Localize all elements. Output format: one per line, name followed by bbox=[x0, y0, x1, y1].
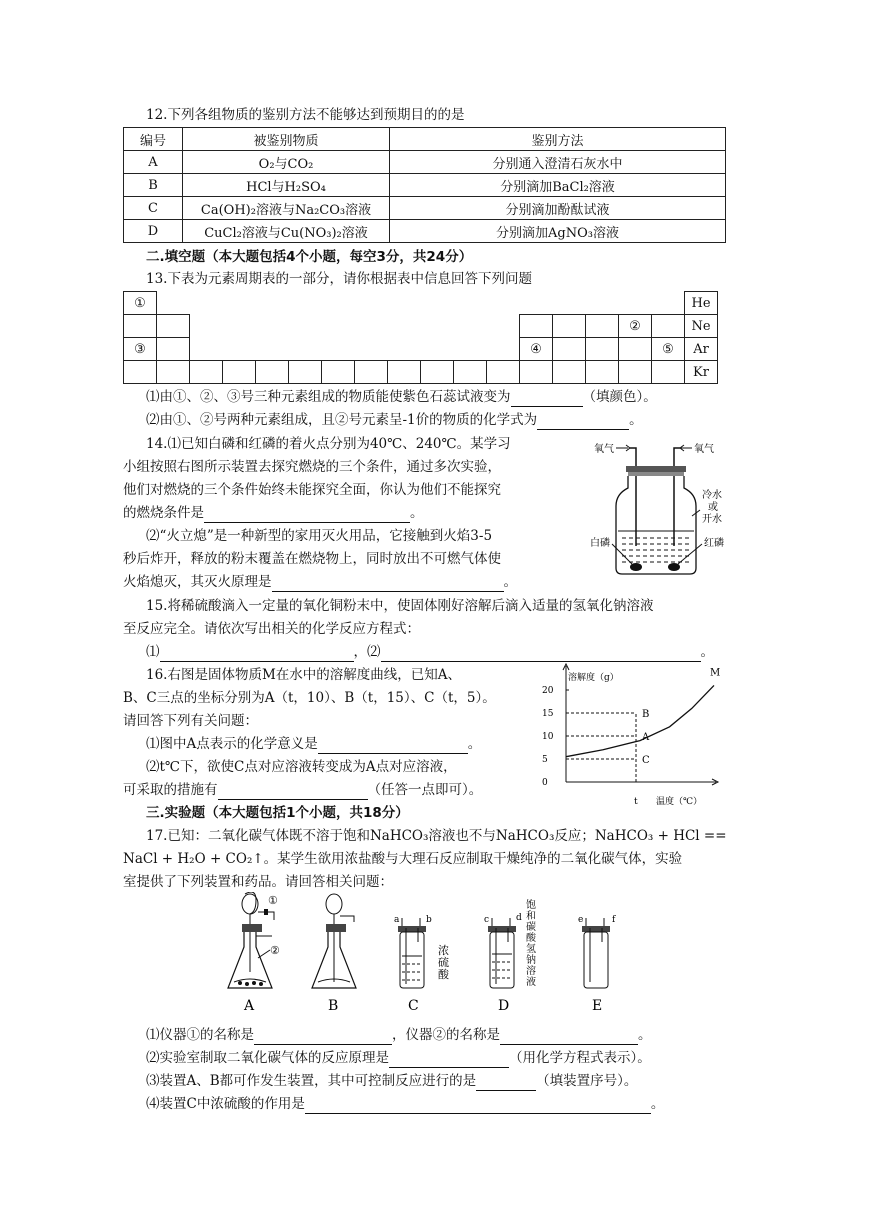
answer-blank[interactable] bbox=[272, 577, 504, 592]
q16-prompt: ⑴图中A点表示的化学意义是 bbox=[146, 736, 318, 752]
label-c2: ② bbox=[270, 944, 280, 957]
label-a: a bbox=[394, 915, 400, 925]
table-cell: 分别滴加BaCl₂溶液 bbox=[390, 174, 726, 197]
element-cell bbox=[619, 361, 652, 384]
table-cell: CuCl₂溶液与Cu(NO₃)₂溶液 bbox=[183, 220, 390, 243]
y-tick-label: 15 bbox=[542, 709, 554, 719]
apparatus-label-b: B bbox=[328, 998, 339, 1014]
element-cell: ④ bbox=[520, 338, 553, 361]
q13-part2-text: ⑵由①、②号两种元素组成，且②号元素呈-1价的物质的化学式为 bbox=[146, 412, 538, 428]
element-cell bbox=[256, 361, 289, 384]
q17-part1 bbox=[146, 1025, 652, 1045]
element-cell bbox=[190, 361, 223, 384]
element-cell bbox=[586, 315, 619, 338]
answer-blank[interactable] bbox=[511, 392, 583, 407]
q15-end: 。 bbox=[700, 644, 714, 660]
y-tick-label: 5 bbox=[542, 755, 548, 765]
label-b: b bbox=[426, 915, 432, 925]
q14-line: ⑵“火立熄”是一种新型的家用灭火用品，它接触到火焰3-5 bbox=[146, 528, 493, 544]
q14-line: 他们对燃烧的三个条件始终未能探究全面，你认为他们不能探究 bbox=[123, 482, 501, 498]
q15-num2: ，⑵ bbox=[353, 644, 381, 660]
q16-prompt: 可采取的措施有 bbox=[123, 782, 218, 798]
q17-end: （填装置序号）。 bbox=[536, 1073, 638, 1089]
x-tick-label: t bbox=[634, 797, 638, 807]
q16-end: 。 bbox=[467, 736, 482, 752]
table-header-row bbox=[124, 128, 726, 151]
y-tick-label: 10 bbox=[542, 732, 554, 742]
answer-blank[interactable] bbox=[318, 739, 468, 754]
cold-water-label: 冷水 bbox=[702, 490, 722, 501]
answer-blank[interactable] bbox=[218, 785, 368, 800]
q16-part1 bbox=[146, 734, 481, 754]
or-label: 或 bbox=[708, 502, 718, 513]
q14-line: 秒后炸开，释放的粉末覆盖在燃烧物上，同时放出不可燃气体使 bbox=[123, 551, 501, 567]
element-cell bbox=[355, 361, 388, 384]
q13-part1-text: ⑴由①、②、③号三种元素组成的物质能使紫色石蕊试液变为 bbox=[146, 389, 511, 405]
element-cell bbox=[520, 315, 553, 338]
sat-label-7: 溶 bbox=[526, 966, 536, 977]
q16-part2: ⑵t℃下，欲使C点对应溶液转变成为A点对应溶液， bbox=[146, 759, 457, 775]
element-cell bbox=[223, 361, 256, 384]
q16-part2b bbox=[123, 780, 482, 800]
element-cell bbox=[157, 361, 190, 384]
q14-prompt: 火焰熄灭，其灭火原理是 bbox=[123, 574, 272, 590]
element-cell bbox=[652, 315, 685, 338]
q14-end: 。 bbox=[410, 505, 424, 521]
answer-blank[interactable] bbox=[204, 508, 410, 523]
answer-blank[interactable] bbox=[389, 1053, 509, 1068]
answer-blank[interactable] bbox=[500, 1030, 638, 1045]
acid-label-3: 酸 bbox=[438, 968, 449, 981]
apparatus-label-d: D bbox=[498, 998, 510, 1014]
sat-label-1: 饱 bbox=[526, 900, 536, 911]
element-cell bbox=[553, 338, 586, 361]
element-cell: He bbox=[685, 292, 718, 315]
table-row bbox=[124, 315, 718, 338]
table-row bbox=[124, 338, 718, 361]
answer-blank[interactable] bbox=[160, 647, 354, 662]
element-cell bbox=[553, 361, 586, 384]
element-cell: ⑤ bbox=[652, 338, 685, 361]
apparatus-c bbox=[394, 915, 450, 1014]
element-cell bbox=[586, 338, 619, 361]
element-cell: Ar bbox=[685, 338, 718, 361]
q15-line: 15.将稀硫酸滴入一定量的氧化铜粉末中，使固体刚好溶解后滴入适量的氢氧化钠溶液 bbox=[146, 598, 654, 614]
answer-blank[interactable] bbox=[381, 647, 701, 662]
element-cell bbox=[421, 361, 454, 384]
q12-table bbox=[123, 127, 726, 243]
q17-prompt: ⑷装置C中浓硫酸的作用是 bbox=[146, 1096, 305, 1112]
label-c1: ① bbox=[268, 894, 278, 907]
element-cell bbox=[157, 338, 190, 361]
element-cell bbox=[487, 361, 520, 384]
table-cell: 分别通入澄清石灰水中 bbox=[390, 151, 726, 174]
y-tick-label: 20 bbox=[542, 686, 554, 696]
q17-part3 bbox=[146, 1071, 637, 1091]
apparatus-b bbox=[312, 894, 356, 1014]
element-cell: ③ bbox=[124, 338, 157, 361]
q17-end: 。 bbox=[638, 1027, 652, 1043]
answer-blank[interactable] bbox=[476, 1076, 536, 1091]
apparatus-d bbox=[484, 898, 537, 1014]
q14-prompt: 的燃烧条件是 bbox=[123, 505, 204, 521]
element-cell bbox=[553, 315, 586, 338]
element-cell bbox=[124, 315, 157, 338]
point-label-B: B bbox=[642, 709, 650, 720]
solubility-chart bbox=[538, 662, 728, 814]
label-e: e bbox=[578, 915, 584, 925]
oxygen-left-label: 氧气 bbox=[594, 444, 614, 455]
white-phosphorus-label: 白磷 bbox=[590, 538, 610, 549]
periodic-table bbox=[123, 291, 718, 384]
element-cell: ① bbox=[124, 292, 157, 315]
sat-label-5: 氢 bbox=[526, 944, 536, 955]
table-cell: B bbox=[124, 174, 183, 197]
label-d: d bbox=[516, 913, 522, 923]
point-label-A: A bbox=[642, 732, 650, 743]
q17-line: 室提供了下列装置和药品。请回答相关问题： bbox=[123, 874, 393, 890]
apparatus-label-e: E bbox=[592, 998, 603, 1014]
y-axis-label: 溶解度（g） bbox=[568, 673, 619, 683]
apparatus-label-c: C bbox=[408, 998, 419, 1014]
element-cell: Ne bbox=[685, 315, 718, 338]
q17-line: 17.已知：二氧化碳气体既不溶于饱和NaHCO₃溶液也不与NaHCO₃反应；NaHCO₃ + HCl == bbox=[146, 828, 727, 844]
header-cell: 被鉴别物质 bbox=[183, 128, 390, 151]
q15-num1: ⑴ bbox=[146, 644, 160, 660]
apparatus-a bbox=[228, 892, 280, 1014]
red-phosphorus-label: 红磷 bbox=[704, 538, 724, 549]
y-tick-label: 0 bbox=[542, 778, 548, 788]
element-cell bbox=[322, 361, 355, 384]
q17-end: （用化学方程式表示）。 bbox=[509, 1050, 651, 1066]
table-cell: D bbox=[124, 220, 183, 243]
element-cell: Kr bbox=[685, 361, 718, 384]
label-f: f bbox=[612, 915, 616, 925]
header-cell: 编号 bbox=[124, 128, 183, 151]
label-c: c bbox=[484, 915, 490, 925]
gas-apparatus-figure bbox=[220, 892, 640, 1016]
table-cell: 分别滴加AgNO₃溶液 bbox=[390, 220, 726, 243]
q14-line bbox=[123, 503, 424, 523]
table-row bbox=[124, 174, 726, 197]
table-row bbox=[124, 361, 718, 384]
element-cell bbox=[520, 361, 553, 384]
table-cell: O₂与CO₂ bbox=[183, 151, 390, 174]
oxygen-right-label: 氧气 bbox=[694, 444, 714, 455]
element-cell bbox=[652, 361, 685, 384]
table-row bbox=[124, 151, 726, 174]
sat-label-8: 液 bbox=[526, 977, 536, 988]
sat-label-2: 和 bbox=[526, 911, 536, 922]
q17-prompt: ⑴仪器①的名称是 bbox=[146, 1027, 254, 1043]
table-cell: 分别滴加酚酞试液 bbox=[390, 197, 726, 220]
table-row bbox=[124, 197, 726, 220]
q17-prompt: ，仪器②的名称是 bbox=[392, 1027, 500, 1043]
acid-label-1: 浓 bbox=[438, 944, 449, 957]
table-row bbox=[124, 220, 726, 243]
section-title-3: 三.实验题（本大题包括1个小题，共18分） bbox=[146, 805, 409, 821]
solubility-curve-M bbox=[566, 685, 714, 756]
q17-part4 bbox=[146, 1094, 664, 1114]
q14-line: 14.⑴已知白磷和红磷的着火点分别为40℃、240℃。某学习 bbox=[146, 436, 511, 452]
header-cell: 鉴别方法 bbox=[390, 128, 726, 151]
sat-label-4: 酸 bbox=[526, 933, 536, 944]
acid-label-2: 硫 bbox=[438, 956, 449, 969]
q16-line: 16.右图是固体物质M在水中的溶解度曲线，已知A、 bbox=[146, 667, 462, 683]
element-cell: ② bbox=[619, 315, 652, 338]
sat-label-3: 碳 bbox=[526, 922, 536, 933]
element-cell bbox=[124, 361, 157, 384]
apparatus-label-a: A bbox=[244, 998, 255, 1014]
q13-part1-tail: （填颜色）。 bbox=[582, 389, 657, 405]
table-cell: A bbox=[124, 151, 183, 174]
q14-line: 小组按照右图所示装置去探究燃烧的三个条件，通过多次实验， bbox=[123, 459, 501, 475]
table-cell: Ca(OH)₂溶液与Na₂CO₃溶液 bbox=[183, 197, 390, 220]
q12-stem: 12.下列各组物质的鉴别方法不能够达到预期目的的是 bbox=[146, 107, 465, 123]
q14-end: 。 bbox=[503, 574, 517, 590]
q14-line bbox=[123, 572, 517, 592]
answer-blank[interactable] bbox=[254, 1030, 392, 1045]
q13-part1 bbox=[146, 387, 657, 407]
q17-line: NaCl + H₂O + CO₂↑。某学生欲用浓盐酸与大理石反应制取干燥纯净的二氧化碳气体，实验 bbox=[123, 851, 683, 867]
apparatus-e bbox=[578, 915, 616, 1014]
answer-blank[interactable] bbox=[537, 415, 629, 430]
table-cell: C bbox=[124, 197, 183, 220]
element-cell bbox=[454, 361, 487, 384]
q13-part2-tail: 。 bbox=[629, 412, 643, 428]
q16-line: 请回答下列有关问题： bbox=[123, 713, 258, 729]
element-cell bbox=[289, 361, 322, 384]
q17-end: 。 bbox=[650, 1096, 665, 1112]
combustion-apparatus-figure bbox=[588, 436, 738, 581]
hot-water-label: 开水 bbox=[702, 514, 722, 525]
section-title-2: 二.填空题（本大题包括4个小题，每空3分，共24分） bbox=[146, 249, 473, 265]
point-label-C: C bbox=[642, 755, 650, 766]
q16-line: B、C三点的坐标分别为A（t，10）、B（t，15）、C（t，5）。 bbox=[123, 690, 496, 706]
answer-blank[interactable] bbox=[305, 1099, 651, 1114]
q15-answers bbox=[146, 642, 714, 662]
element-cell bbox=[388, 361, 421, 384]
sat-label-6: 钠 bbox=[526, 955, 536, 966]
element-cell bbox=[619, 338, 652, 361]
q13-stem: 13.下表为元素周期表的一部分，请你根据表中信息回答下列问题 bbox=[146, 271, 532, 287]
q17-prompt: ⑵实验室制取二氧化碳气体的反应原理是 bbox=[146, 1050, 389, 1066]
q15-line: 至反应完全。请依次写出相关的化学反应方程式： bbox=[123, 621, 420, 637]
element-cell bbox=[157, 315, 190, 338]
q17-part2 bbox=[146, 1048, 651, 1068]
q17-prompt: ⑶装置A、B都可作发生装置，其中可控制反应进行的是 bbox=[146, 1073, 477, 1089]
element-cell bbox=[586, 361, 619, 384]
table-cell: HCl与H₂SO₄ bbox=[183, 174, 390, 197]
table-row bbox=[124, 292, 718, 315]
series-label-M: M bbox=[710, 667, 721, 679]
x-axis-label: 温度（℃） bbox=[656, 797, 703, 807]
q16-end: （任答一点即可）。 bbox=[367, 782, 483, 798]
q13-part2 bbox=[146, 410, 643, 430]
